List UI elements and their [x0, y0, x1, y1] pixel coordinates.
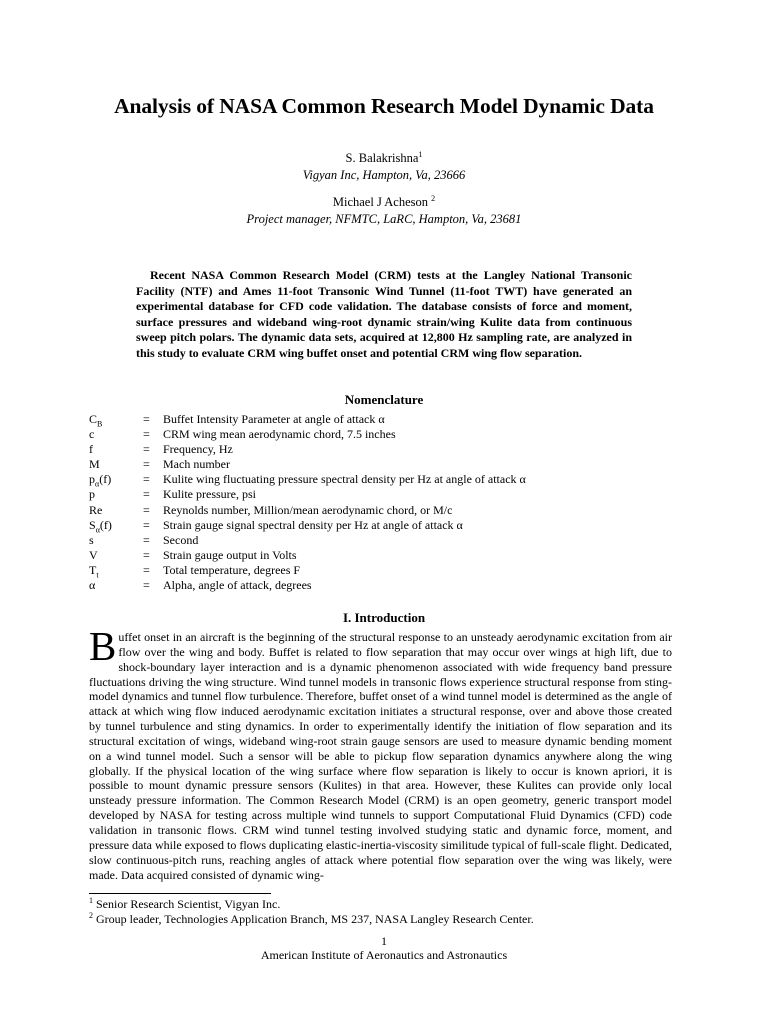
symbol-subscript: B [97, 419, 103, 429]
journal-footer: American Institute of Aeronautics and Astronautics [260, 948, 508, 962]
equals-sign: = [143, 517, 150, 532]
symbol-base: p [89, 487, 95, 502]
footnote-divider [89, 893, 271, 894]
paper-title: Analysis of NASA Common Research Model Dynamic Data [114, 94, 654, 118]
symbol-subscript: α [95, 525, 100, 535]
drop-cap: B [89, 623, 117, 669]
nomenclature-row [89, 427, 526, 442]
nomenclature-row [89, 457, 526, 472]
nomenclature-definition: Strain gauge output in Volts [163, 547, 297, 562]
nomenclature-definition: Alpha, angle of attack, degrees [163, 578, 312, 593]
nomenclature-row [89, 548, 526, 563]
symbol-base: α [89, 578, 96, 593]
equals-sign: = [143, 487, 150, 502]
author-affiliation: Vigyan Inc, Hampton, Va, 23666 [302, 168, 466, 182]
nomenclature-row [89, 563, 526, 578]
nomenclature-row [89, 442, 526, 457]
nomenclature-definition: Kulite pressure, psi [163, 487, 256, 502]
nomenclature-row [89, 578, 526, 593]
nomenclature-definition: Reynolds number, Million/mean aerodynamic chord, or M/c [163, 502, 453, 517]
nomenclature-symbol [89, 578, 143, 593]
nomenclature-row [89, 412, 526, 427]
footnote-text: Senior Research Scientist, Vigyan Inc. [93, 897, 281, 911]
symbol-base: C [89, 412, 98, 426]
nomenclature-symbol [89, 427, 143, 442]
symbol-base: p [89, 472, 95, 487]
author-1 [0, 150, 768, 184]
nomenclature-definition: CRM wing mean aerodynamic chord, 7.5 inches [163, 427, 396, 442]
nomenclature-list [89, 412, 526, 593]
symbol-base: Re [89, 502, 103, 517]
footnote-marker: 2 [431, 193, 436, 203]
equals-sign: = [143, 412, 150, 426]
symbol-base: f [89, 442, 93, 457]
symbol-base: V [89, 547, 98, 562]
symbol-base: s [89, 532, 94, 547]
nomenclature-definition: Second [163, 532, 199, 547]
nomenclature-row [89, 533, 526, 548]
symbol-base: T [89, 562, 97, 577]
nomenclature-symbol [89, 563, 143, 578]
equals-sign: = [143, 502, 150, 517]
footnote-1 [89, 897, 280, 911]
nomenclature-definition: Frequency, Hz [163, 442, 233, 457]
nomenclature-definition: Total temperature, degrees F [163, 562, 301, 577]
equals-sign: = [143, 532, 150, 547]
nomenclature-symbol [89, 518, 143, 533]
symbol-base: c [89, 427, 95, 442]
nomenclature-row [89, 518, 526, 533]
nomenclature-symbol [89, 548, 143, 563]
author-affiliation: Project manager, NFMTC, LaRC, Hampton, Va, 23681 [246, 212, 522, 226]
nomenclature-symbol [89, 457, 143, 472]
footnote-2 [89, 912, 534, 926]
equals-sign: = [143, 578, 150, 593]
nomenclature-symbol [89, 503, 143, 518]
nomenclature-definition: Mach number [163, 457, 230, 472]
nomenclature-definition: Buffet Intensity Parameter at angle of attack α [163, 412, 385, 426]
footnote-marker: 2 [89, 911, 93, 920]
symbol-subscript: t [96, 570, 99, 580]
introduction-text: uffet onset in an aircraft is the beginning of the structural response to an unsteady aerodynamic excitation from air flow over the wing and body. Buffet is related to flow separation that may occur over wings at high lift, due to shock-boundary layer interaction and is a dynamic phenomenon associated with wide frequency band pressure fluctuations driving the wing structure. Wind tunnel models in transonic flows experience structural response from sting-model dynamics and tunnel flow turbulence. Therefore, buffet onset of a wind tunnel model is determined as the angle of attack at which wing flow induced aerodynamic excitation initiates a structural response, over and above those created by tunnel turbulence and sting dynamics. In order to experimentally identify the initiation of flow separation and its structural excitation of wings, wideband wing-root strain gauge sensors are used to measure dynamic bending moment on a wind tunnel model. Such a sensor will be able to pickup flow separation dynamics anywhere along the wing globally. If the physical location of the wing surface where flow separation is likely to occur is known apriori, it is possible to mount dynamic pressure sensors (Kulites) in that area. However, these Kulites can provide only local unsteady pressure information. The Common Research Model (CRM) is an open geometry, generic transport model developed by NASA for testing across multiple wind tunnels to support Computational Fluid Dynamics (CFD) code validation in transonic flows. CRM wind tunnel testing involved studying static and dynamic force, moment, and pressure data while exposed to flows duplicating elastic-inertia-viscosity similitude typical of full-scale flight. Dedicated, slow continuous-pitch runs, reaching angles of attack where potential flow separation over the wing was likely, were made. Data acquired consisted of dynamic wing- [89, 630, 672, 882]
symbol-base: M [89, 457, 100, 472]
page-number: 1 [381, 934, 387, 948]
symbol-argument: (f) [99, 472, 112, 487]
abstract [136, 268, 632, 362]
footnote-marker: 1 [418, 149, 423, 159]
symbol-subscript: α [95, 479, 100, 489]
footnote-text: Group leader, Technologies Application Branch, MS 237, NASA Langley Research Center. [93, 912, 534, 926]
introduction-heading: I. Introduction [342, 610, 426, 625]
equals-sign: = [143, 562, 150, 577]
symbol-base: S [89, 517, 96, 532]
nomenclature-heading: Nomenclature [344, 392, 424, 407]
author-name: Michael J Acheson [332, 195, 432, 209]
author-name: S. Balakrishna [345, 151, 419, 165]
nomenclature-row [89, 487, 526, 502]
symbol-argument: (f) [99, 517, 112, 532]
nomenclature-definition: Kulite wing fluctuating pressure spectral density per Hz at angle of attack α [163, 472, 526, 487]
nomenclature-row [89, 503, 526, 518]
author-2 [0, 194, 768, 228]
equals-sign: = [143, 472, 150, 487]
equals-sign: = [143, 547, 150, 562]
nomenclature-symbol [89, 412, 143, 427]
nomenclature-symbol [89, 487, 143, 502]
nomenclature-symbol [89, 533, 143, 548]
introduction-body [89, 623, 672, 882]
equals-sign: = [143, 442, 150, 457]
nomenclature-symbol [89, 472, 143, 487]
footnote-marker: 1 [89, 896, 93, 905]
nomenclature-symbol [89, 442, 143, 457]
nomenclature-row [89, 472, 526, 487]
abstract-text: Recent NASA Common Research Model (CRM) tests at the Langley National Transonic Facility (NTF) and Ames 11-foot Transonic Wind Tunnel (11-foot TWT) have generated an experimental database for CFD code validation. The database consists of force and moment, surface pressures and wideband wing-root dynamic strain/wing Kulite data from continuous sweep pitch polars. The dynamic data sets, acquired at 12,800 Hz sampling rate, are analyzed in this study to evaluate CRM wing buffet onset and potential CRM wing flow separation. [136, 268, 632, 360]
nomenclature-definition: Strain gauge signal spectral density per Hz at angle of attack α [163, 517, 463, 532]
equals-sign: = [143, 427, 150, 442]
equals-sign: = [143, 457, 150, 472]
